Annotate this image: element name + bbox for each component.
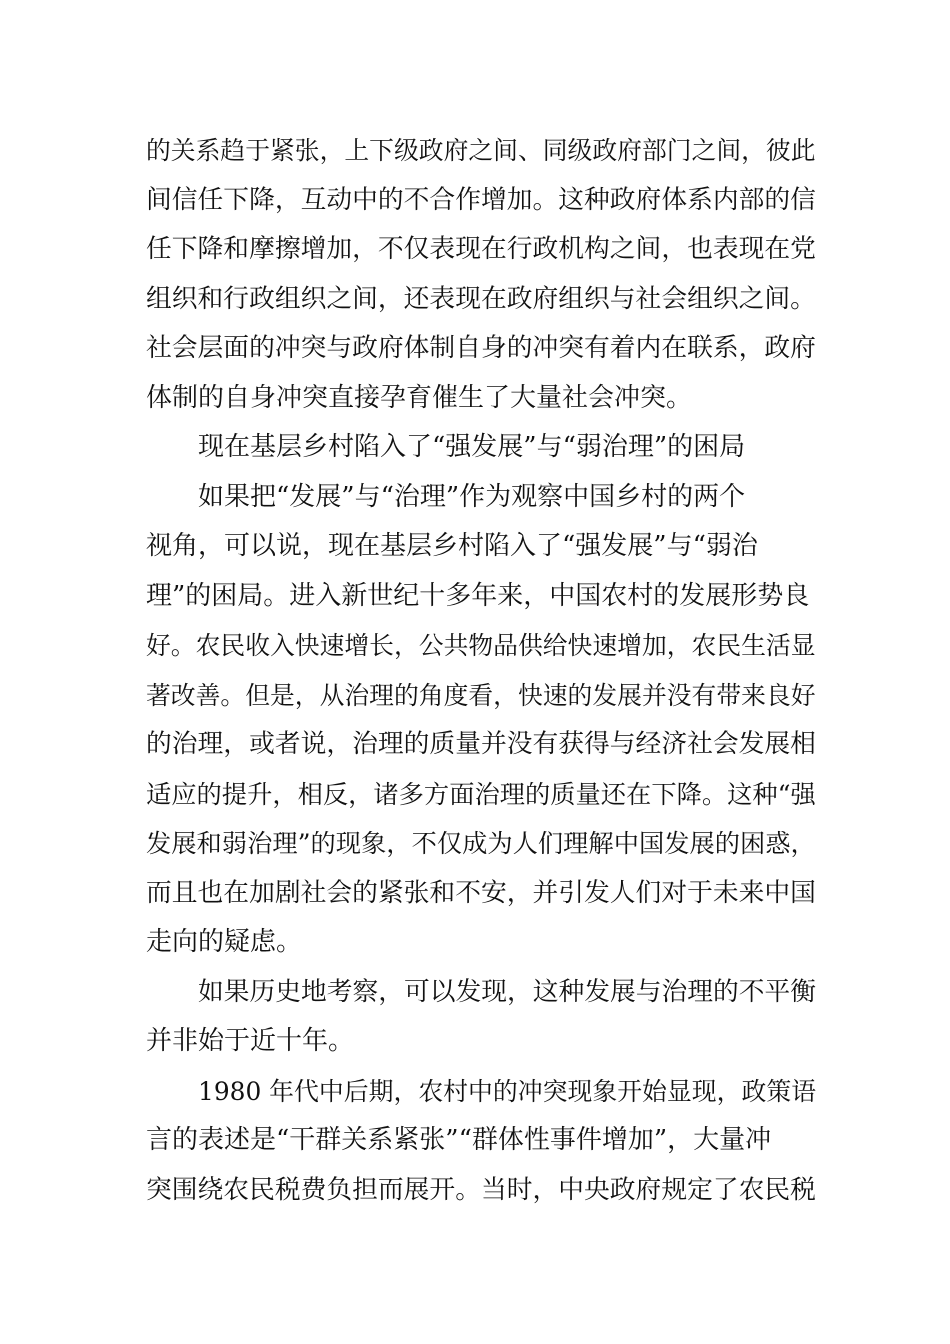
text-line: 组织和行政组织之间，还表现在政府组织与社会组织之间。 — [146, 283, 816, 314]
section-heading: 现在基层乡村陷入了“强发展”与“弱治理”的困局 — [198, 432, 746, 462]
text-line: 走向的疑虑。 — [146, 927, 303, 957]
text-line: 好。农民收入快速增长，公共物品供给快速增加，农民生活显 — [146, 631, 816, 660]
text-line: 任下降和摩擦增加，不仅表现在行政机构之间，也表现在党 — [146, 234, 816, 264]
text-line: 言的表述是“干群关系紧张”“群体性事件增加”，大量冲 — [146, 1125, 772, 1155]
text-line: 1980 年代中后期，农村中的冲突现象开始显现，政策语 — [198, 1076, 817, 1106]
text-line: 如果把“发展”与“治理”作为观察中国乡村的两个 — [198, 481, 746, 512]
text-line: 理”的困局。进入新世纪十多年来，中国农村的发展形势良 — [146, 580, 810, 611]
text-line: 如果历史地考察，可以发现，这种发展与治理的不平衡 — [198, 976, 816, 1007]
text-line: 间信任下降，互动中的不合作增加。这种政府体系内部的信 — [146, 184, 816, 215]
text-line: 社会层面的冲突与政府体制自身的冲突有着内在联系，政府 — [146, 333, 816, 363]
text-line: 突围绕农民税费负担而展开。当时，中央政府规定了农民税 — [146, 1174, 816, 1205]
text-line: 适应的提升，相反，诸多方面治理的质量还在下降。这种“强 — [146, 779, 816, 809]
text-line: 的关系趋于紧张，上下级政府之间、同级政府部门之间，彼此 — [146, 136, 816, 165]
body-text — [146, 126, 816, 1215]
text-line: 的治理，或者说，治理的质量并没有获得与经济社会发展相 — [146, 729, 816, 759]
text-line: 并非始于近十年。 — [146, 1026, 355, 1056]
text-line: 视角，可以说，现在基层乡村陷入了“强发展”与“弱治 — [146, 531, 758, 561]
text-line: 发展和弱治理”的现象，不仅成为人们理解中国发展的困惑， — [146, 829, 816, 858]
text-line: 著改善。但是，从治理的角度看，快速的发展并没有带来良好 — [146, 680, 816, 710]
text-line: 而且也在加剧社会的紧张和不安，并引发人们对于未来中国 — [146, 877, 816, 908]
text-line: 体制的自身冲突直接孕育催生了大量社会冲突。 — [146, 382, 693, 413]
